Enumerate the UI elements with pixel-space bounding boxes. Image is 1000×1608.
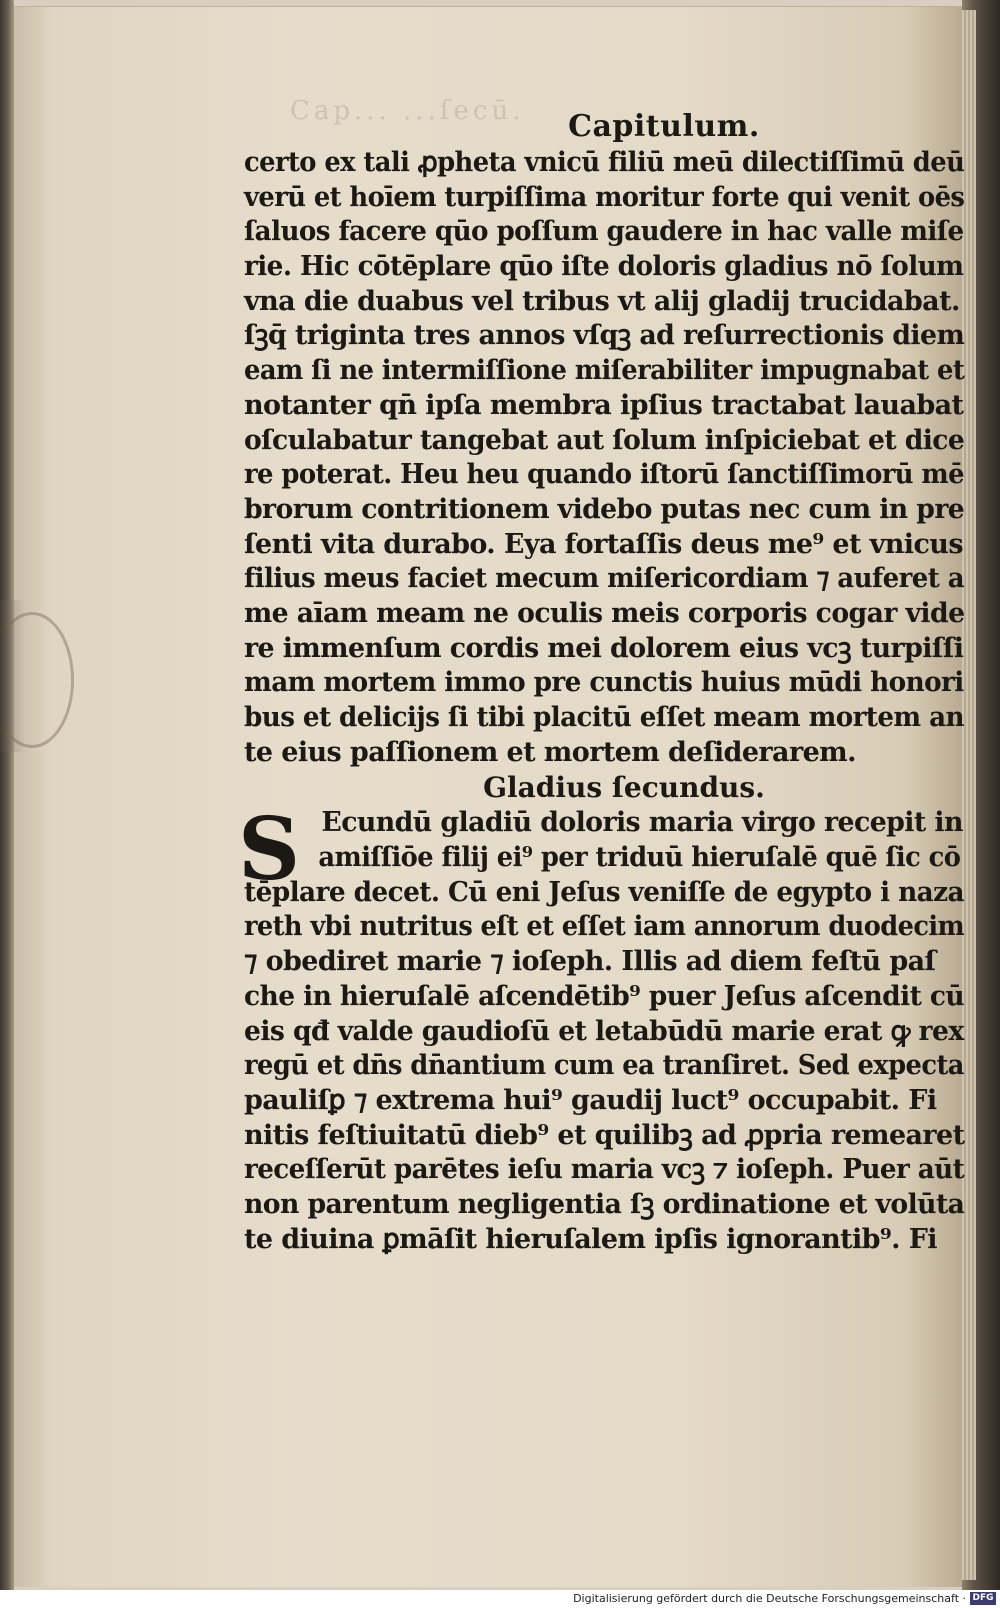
text-line: Ecundū gladiū doloris maria virgo recepit in (321, 807, 963, 839)
text-line: receſſerūt parētes ieſu maria vcꝫ ⁊ ioſeph. Puer aūt (244, 1154, 965, 1186)
text-line: re immenſum cordis mei dolorem eius vcꝫ turpiſſi (244, 632, 964, 664)
text-line: notanter qn̄ ipſa membra ipſius tractabat lauabat (244, 389, 964, 421)
section-subheading: Gladius ſecundus. (483, 771, 765, 805)
text-line: mam mortem immo pre cunctis huius mūdi honori (244, 667, 964, 699)
text-line: amiſſiōe filij ei⁹ per triduū hieruſalē quē ſic cō (318, 842, 961, 874)
text-line: oſculabatur tangebat aut ſolum inſpiciebat et dice (244, 424, 965, 456)
digitization-credit: Digitalisierung gefördert durch die Deutsche Forschungsgemeinschaft · (573, 1592, 966, 1605)
text-line: re poterat. Heu heu quando iſtorū ſanctiſſimorū mē (244, 459, 965, 491)
footer-bar (0, 1590, 1000, 1608)
bleed-through-text: Cap... ...ſecū. (290, 96, 525, 126)
book-cover-edge-left (0, 0, 14, 1590)
paragraph-2-indented-lines (244, 806, 964, 875)
page-stack-edge (962, 10, 976, 1580)
text-line: vna die duabus vel tribus vt alij gladij trucidabat. (244, 285, 960, 317)
text-line: ſꝫq̄ triginta tres annos vſqꝫ ad reſurrectionis diem (244, 320, 965, 352)
text-line: filius meus faciet mecum miſericordiam ⁊ auferet a (244, 563, 965, 595)
page-heading: Capitulum. (568, 109, 760, 144)
text-line: che in hieruſalē aſcendētib⁹ puer Jeſus aſcendit cū (244, 980, 965, 1012)
paragraph-2 (238, 799, 965, 1257)
text-line: certo ex tali ꝓpheta vnicū filiū meū dilectiſſimū deū (244, 147, 965, 178)
text-line: ſenti vita durabo. Eya fortaſſis deus me⁹ et vnicus (244, 528, 963, 560)
text-line: brorum contritionem videbo putas nec cum in pre (244, 493, 965, 525)
text-line: eis qđ valde gaudioſū et letabūdū marie erat ꝙ rex (244, 1015, 964, 1047)
text-line: me aīam meam ne oculis meis corporis cogar vide (244, 597, 965, 629)
text-line: tēplare decet. Cū eni Jeſus veniſſe de egypto i naza (244, 876, 965, 908)
text-line: rie. Hic cōtēplare qūo iſte doloris gladius nō ſolum (244, 251, 964, 283)
text-line: reth vbi nutritus eſt et eſſet iam annorum duodecim (244, 911, 965, 943)
text-line: te eius paſſionem et mortem deſiderarem. (244, 736, 856, 768)
text-line: bus et delicijs ſi tibi placitū eſſet meam mortem an (244, 702, 964, 733)
paragraph-2-lines (244, 876, 964, 1258)
text-line: non parentum negligentia ſꝫ ordinatione et volūta (244, 1188, 965, 1220)
initial-letter: S (238, 799, 301, 901)
text-line: nitis feſtiuitatū dieb⁹ et quilibꝫ ad ꝓpria remearet (244, 1119, 965, 1151)
text-line: verū et hoīem turpiſſima moritur forte qui venit oēs (244, 181, 965, 213)
text-line: eam ſi ne intermiſſione miſerabiliter impugnabat et (244, 355, 965, 387)
text-line: te diuina ꝑmāſit hieruſalem ipſis ignorantib⁹. Fi (244, 1223, 937, 1255)
text-line: ⁊ obediret marie ⁊ ioſeph. Illis ad diem feſtū paſ (244, 946, 936, 978)
text-block (238, 108, 965, 1257)
text-line: regū et dn̄s dn̄antium cum ea tranſiret. Sed expecta (244, 1050, 964, 1082)
text-line: pauliſꝑ ⁊ extrema hui⁹ gaudij luct⁹ occupabit. Fi (244, 1084, 937, 1116)
paragraph-1 (244, 146, 964, 770)
dfg-logo: DFG (970, 1592, 996, 1605)
text-line: ſaluos facere qūo poſſum gaudere in hac valle miſe (244, 216, 964, 248)
